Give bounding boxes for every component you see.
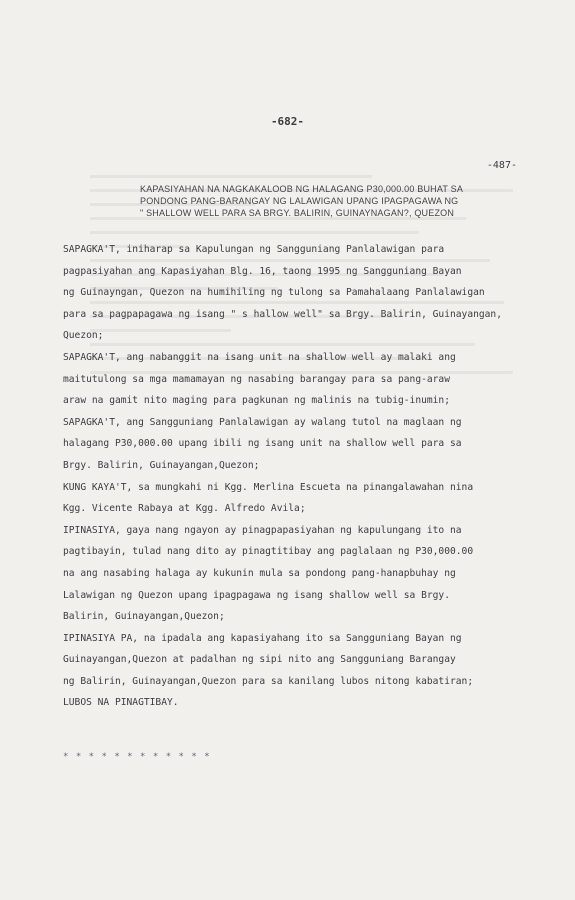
closing-stars: * * * * * * * * * * * * <box>63 752 211 762</box>
body-line: SAPAGKA'T, ang nabanggit na isang unit na shallow well ay malaki ang <box>63 351 456 363</box>
body-line: pagpasiyahan ang Kapasiyahan Blg. 16, taong 1995 ng Sangguniang Bayan <box>63 265 462 277</box>
body-line: Brgy. Balirin, Guinayangan,Quezon; <box>63 459 260 471</box>
body-line: Quezon; <box>63 330 104 342</box>
body-line: ng Balirin, Guinayangan,Quezon para sa kanilang lubos nitong kabatiran; <box>63 675 474 687</box>
body-line: na ang nasabing halaga ay kukunin mula sa pondong pang-hanapbuhay ng <box>63 567 456 579</box>
body-line: Lalawigan ng Quezon upang ipagpagawa ng isang shallow well sa Brgy. <box>63 589 450 601</box>
body-line: pagtibayin, tulad nang dito ay pinagtitibay ang paglalaan ng P30,000.00 <box>63 546 474 558</box>
title-line: KAPASIYAHAN NA NAGKAKALOOB NG HALAGANG P30,000.00 BUHAT SA <box>140 184 464 194</box>
page-number-top: -682- <box>270 115 305 128</box>
body-line: araw na gamit nito maging para pagkunan ng malinis na tubig-inumin; <box>63 395 450 407</box>
title-line: PONDONG PANG-BARANGAY NG LALAWIGAN UPANG IPAGPAGAWA NG <box>140 196 459 206</box>
body-line: halagang P30,000.00 upang ibili ng isang unit na shallow well para sa <box>63 438 462 450</box>
body-line: SAPAGKA'T, ang Sangguniang Panlalawigan ay walang tutol na maglaan ng <box>63 416 462 428</box>
body-line: SAPAGKA'T, iniharap sa Kapulungan ng Sangguniang Panlalawigan para <box>63 244 445 255</box>
body-line: LUBOS NA PINAGTIBAY. <box>63 697 179 709</box>
body-line: IPINASIYA, gaya nang ngayon ay pinagpapasiyahan ng kapulungang ito na <box>63 524 462 536</box>
page-number-right: -487- <box>486 160 517 171</box>
body-line: ng Guinayngan, Quezon na humihiling ng tulong sa Pamahalaang Panlalawigan <box>63 287 485 299</box>
body-line: Guinayangan,Quezon at padalhan ng sipi nito ang Sangguniang Barangay <box>63 654 456 666</box>
title-line: " SHALLOW WELL PARA SA BRGY. BALIRIN, GUINAYNAGAN?, QUEZON <box>140 208 455 218</box>
body-line: KUNG KAYA'T, sa mungkahi ni Kgg. Merlina Escueta na pinangalawahan nina <box>63 481 474 493</box>
body-line: IPINASIYA PA, na ipadala ang kapasiyahang ito sa Sangguniang Bayan ng <box>63 632 462 644</box>
body-line: Kgg. Vicente Rabaya at Kgg. Alfredo Avila; <box>63 503 306 515</box>
body-line: maitutulong sa mga mamamayan ng nasabing barangay para sa pang-araw <box>63 373 450 385</box>
resolution-body <box>63 239 563 714</box>
resolution-title <box>140 183 560 219</box>
body-line: para sa pagpapagawa ng isang " s hallow well" sa Brgy. Balirin, Guinayangan, <box>63 308 502 320</box>
body-line: Balirin, Guinayangan,Quezon; <box>63 611 225 623</box>
